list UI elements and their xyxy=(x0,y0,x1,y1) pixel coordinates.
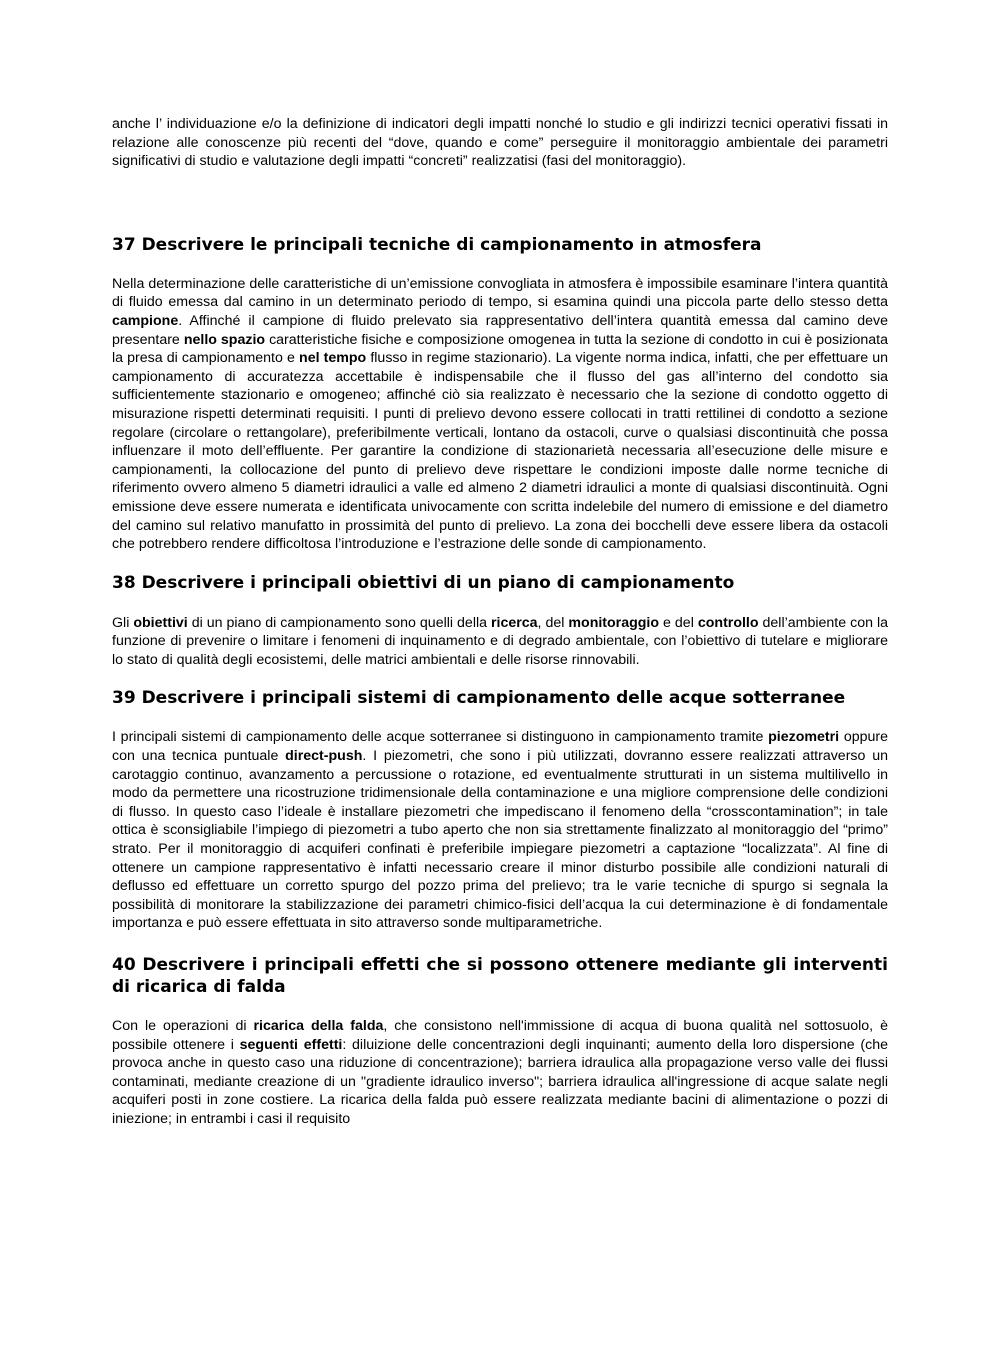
text-run: e del xyxy=(659,614,698,631)
bold-term: direct-push xyxy=(285,748,363,765)
bold-term: obiettivi xyxy=(133,614,188,631)
text-run: dell’ambiente con la funzione di prevenire o limitare i fenomeni di inquinamento e di degrado ambientale, con l’obiettivo di tutelare e migliorare lo stato di qualità degli ecosistemi, delle matrici ambientali e delle risorse rinnovabili. xyxy=(112,614,889,668)
bold-term: controllo xyxy=(697,614,759,631)
text-run: , del xyxy=(537,614,569,631)
bold-term: ricerca xyxy=(491,614,538,631)
section-39-heading: 39 Descrivere i principali sistemi di campionamento delle acque sotterranee xyxy=(112,688,846,709)
bold-term: campione xyxy=(112,312,179,329)
section-37-heading: 37 Descrivere le principali tecniche di campionamento in atmosfera xyxy=(112,234,762,255)
bold-term: piezometri xyxy=(768,729,840,746)
text-run: , che consistono nell'immissione di acqua di buona qualità nel sottosuolo, è possibile ottenere i xyxy=(112,1018,888,1053)
text-run: caratteristiche fisiche e composizione omogenea in tutta la sezione di condotto in cui è posizionata la presa di campionamento e xyxy=(112,331,889,367)
text-run: I principali sistemi di campionamento delle acque sotterranee si distinguono in campionamento tramite xyxy=(112,729,769,746)
section-38-paragraph xyxy=(112,614,888,670)
bold-term: ricarica della falda xyxy=(253,1018,384,1034)
section-37-paragraph xyxy=(112,275,888,554)
text-run: Con le operazioni di xyxy=(112,1018,254,1034)
text-run: flusso in regime stazionario). La vigente norma indica, infatti, che per effettuare un campionamento di accuratezza accettabile è indispensabile che il flusso del gas all’interno del condotto sia sufficientemente stazionario e omogeneo; affinché ciò sia realizzato è necessario che la sezione di condotto oggetto di misurazione rispetti determinati requisiti. I punti di prelievo devono essere collocati in tratti rettilinei di condotto a sezione regolare (circolare o rettangolare), preferibilmente verticali, lontano da ostacoli, curve o qualsiasi discontinuità che possa influenzare il moto dell’effluente. Per garantire la condizione di stazionarietà necessaria all’esecuzione delle misure e campionamenti, la collocazione del punto di prelievo deve rispettare le condizioni imposte dalle norme tecniche di riferimento ovvero almeno 5 diametri idraulici a valle ed almeno 2 diametri idraulici a monte di qualsiasi discontinuità. Ogni emissione deve essere numerata e identificata univocamente con scritta indelebile del numero di emissione e del diametro del camino sul relativo manufatto in prossimità del punto di prelievo. La zona dei bocchelli deve essere libera da ostacoli che potrebbero rendere difficoltosa l’introduzione e l’estrazione delle sonde di campionamento. xyxy=(112,350,888,553)
text-run: di un piano di campionamento sono quelli della xyxy=(187,614,491,631)
text-run: oppure con una tecnica puntuale xyxy=(112,729,889,765)
section-40-heading: 40 Descrivere i principali effetti che si possono ottenere mediante gli interventi di ricarica di falda xyxy=(112,955,888,997)
bold-term: nel tempo xyxy=(299,350,367,367)
section-38-heading: 38 Descrivere i principali obiettivi di un piano di campionamento xyxy=(112,572,735,593)
bold-term: monitoraggio xyxy=(568,614,660,631)
text-run: . I piezometri, che sono i più utilizzati, dovranno essere realizzati attraverso un carotaggio continuo, avanzamento a percussione o rotazione, ed eventualmente strutturati in un sistema multilivello in modo da permettere una ricostruzione tridimensionale della contaminazione e una migliore comprensione delle condizioni di flusso. In questo caso l’ideale è installare piezometri che impediscano il fenomeno della “crosscontamination”; in tale ottica è sconsigliabile l’impiego di piezometri a tubo aperto che non sia strettamente finalizzato al monitoraggio del “primo” strato. Per il monitoraggio di acquiferi confinati è preferibile impiegare piezometri a captazione “localizzata”. Al fine di ottenere un campione rappresentativo è infatti necessario creare il minor disturbo possibile alle condizioni naturali di deflusso ed effettuare un corretto spurgo del pozzo prima del prelievo; tra le varie tecniche di spurgo si segnala la possibilità di monitorare la stabilizzazione dei parametri chimico-fisici dell’acqua la cui determinazione è di fondamentale importanza e può essere effettuata in sito attraverso sonde multiparametriche. xyxy=(112,748,888,932)
bold-term: seguenti effetti xyxy=(239,1036,343,1053)
text-run: Nella determinazione delle caratteristiche di un’emissione convogliata in atmosfera è impossibile esaminare l’intera quantità di fluido emessa dal camino in un determinato periodo di tempo, si esamina quindi una piccola parte dello stesso detta xyxy=(112,275,888,311)
text-run: . Affinché il campione di fluido prelevato sia rappresentativo dell’intera quantità emessa dal camino deve presentare xyxy=(112,312,888,348)
bold-term: nello spazio xyxy=(183,331,266,348)
document-page xyxy=(112,113,888,1129)
text-run: : diluizione delle concentrazioni degli inquinanti; aumento della loro dispersione (che provoca anche in questo caso una riduzione di concentrazione); barriera idraulica alla propagazione verso valle dei flussi contaminati, mediante creazione di un "gradiente idraulico inverso"; barriera idraulica all'ingressione di acque salate negli acquiferi posti in zone costiere. La ricarica della falda può essere realizzata mediante bacini di alimentazione o pozzi di iniezione; in entrambi i casi il requisito xyxy=(112,1036,888,1127)
intro-paragraph: anche l’ individuazione e/o la definizione di indicatori degli impatti nonché lo studio e gli indirizzi tecnici operativi fissati in relazione alle conoscenze più recenti del “dove, quando e come” perseguire il monitoraggio ambientale dei parametri significativi di studio e valutazione degli impatti “concreti” realizzatisi (fasi del monitoraggio). xyxy=(112,116,888,170)
section-39-paragraph xyxy=(112,728,888,933)
text-run: Gli xyxy=(112,614,134,631)
section-40-paragraph xyxy=(112,1017,888,1129)
